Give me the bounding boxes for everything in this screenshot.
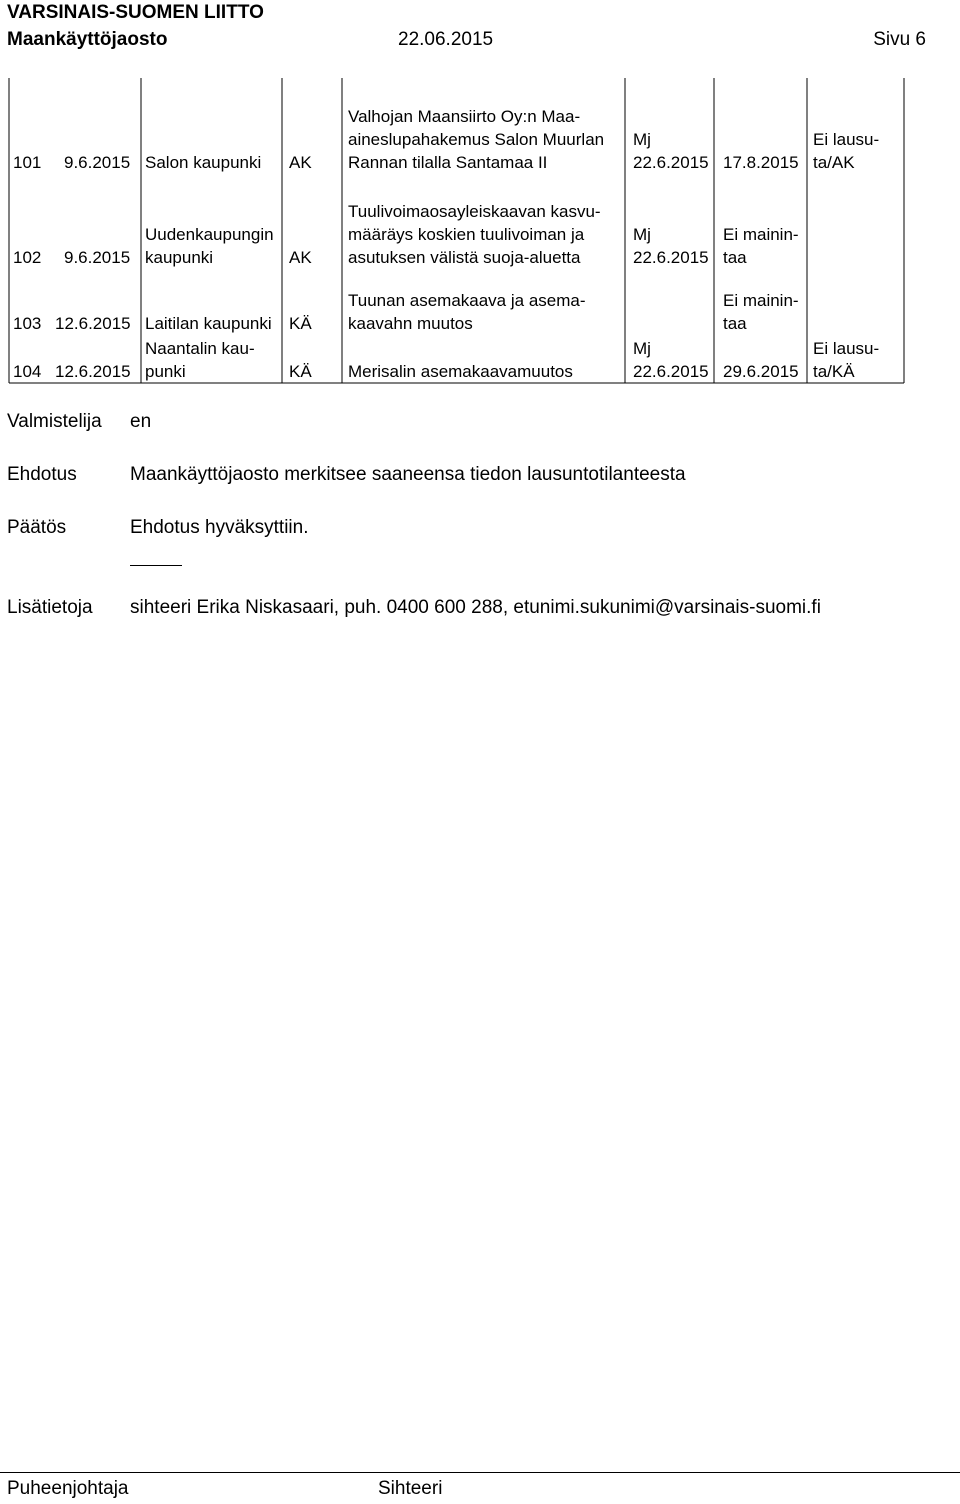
footer-rule xyxy=(0,1472,960,1473)
row-deadline: 17.8.2015 xyxy=(723,153,799,172)
row-deadline: taa xyxy=(723,248,747,267)
row-status: ta/AK xyxy=(813,153,855,172)
row-municipality: kaupunki xyxy=(145,248,214,267)
row-municipality: punki xyxy=(145,362,186,381)
row-subject: Merisalin asemakaavamuutos xyxy=(348,362,573,381)
row-deadline: taa xyxy=(723,314,747,333)
preparer-label: Valmistelija xyxy=(7,411,102,432)
row-received: 22.6.2015 xyxy=(633,362,709,381)
row-date: 9.6.2015 xyxy=(64,153,131,172)
row-status: Ei lausu- xyxy=(813,130,880,149)
row-number: 102 xyxy=(13,248,42,267)
row-deadline: Ei mainin- xyxy=(723,291,799,310)
row-subject: Tuunan asemakaava ja asema- xyxy=(348,291,586,310)
row-subject: aineslupahakemus Salon Muurlan xyxy=(348,130,605,149)
row-number: 101 xyxy=(13,153,42,172)
secretary-signature-label: Sihteeri xyxy=(378,1478,443,1499)
row-category: KÄ xyxy=(289,314,312,333)
row-municipality: Uudenkaupungin xyxy=(145,225,274,244)
row-subject: asutuksen välistä suoja-aluetta xyxy=(348,248,581,267)
decision-text: Ehdotus hyväksyttiin. xyxy=(130,517,309,538)
row-category: AK xyxy=(289,153,312,172)
chair-signature-label: Puheenjohtaja xyxy=(7,1478,129,1499)
row-subject: Rannan tilalla Santamaa II xyxy=(348,153,548,172)
row-date: 12.6.2015 xyxy=(55,314,131,333)
organization-name: VARSINAIS-SUOMEN LIITTO xyxy=(7,2,264,23)
row-subject: määräys koskien tuulivoiman ja xyxy=(348,225,585,244)
row-municipality: Salon kaupunki xyxy=(145,153,262,172)
separator-line xyxy=(130,565,182,566)
row-municipality: Laitilan kaupunki xyxy=(145,314,272,333)
row-status: Ei lausu- xyxy=(813,339,880,358)
row-received: 22.6.2015 xyxy=(633,248,709,267)
row-number: 103 xyxy=(13,314,42,333)
meeting-date: 22.06.2015 xyxy=(398,29,494,50)
row-number: 104 xyxy=(13,362,42,381)
row-received: Mj xyxy=(633,130,651,149)
row-subject: kaavahn muutos xyxy=(348,314,473,333)
row-date: 12.6.2015 xyxy=(55,362,131,381)
preparer-value: en xyxy=(130,411,152,432)
department-name: Maankäyttöjaosto xyxy=(7,29,168,50)
row-deadline: 29.6.2015 xyxy=(723,362,799,381)
page-number: Sivu 6 xyxy=(873,29,926,50)
row-subject: Tuulivoimaosayleiskaavan kasvu- xyxy=(348,202,601,221)
row-subject: Valhojan Maansiirto Oy:n Maa- xyxy=(348,107,581,126)
row-municipality: Naantalin kau- xyxy=(145,339,255,358)
proposal-label: Ehdotus xyxy=(7,464,77,485)
row-category: KÄ xyxy=(289,362,312,381)
row-deadline: Ei mainin- xyxy=(723,225,799,244)
row-date: 9.6.2015 xyxy=(64,248,131,267)
info-label: Lisätietoja xyxy=(7,597,93,618)
row-received: Mj xyxy=(633,339,651,358)
proposal-text: Maankäyttöjaosto merkitsee saaneensa tiedon lausuntotilanteesta xyxy=(130,464,686,485)
info-text: sihteeri Erika Niskasaari, puh. 0400 600 288, etunimi.sukunimi@varsinais-suomi.fi xyxy=(130,597,821,618)
row-status: ta/KÄ xyxy=(813,362,855,381)
row-received: Mj xyxy=(633,225,651,244)
row-received: 22.6.2015 xyxy=(633,153,709,172)
decision-label: Päätös xyxy=(7,517,67,538)
row-category: AK xyxy=(289,248,312,267)
